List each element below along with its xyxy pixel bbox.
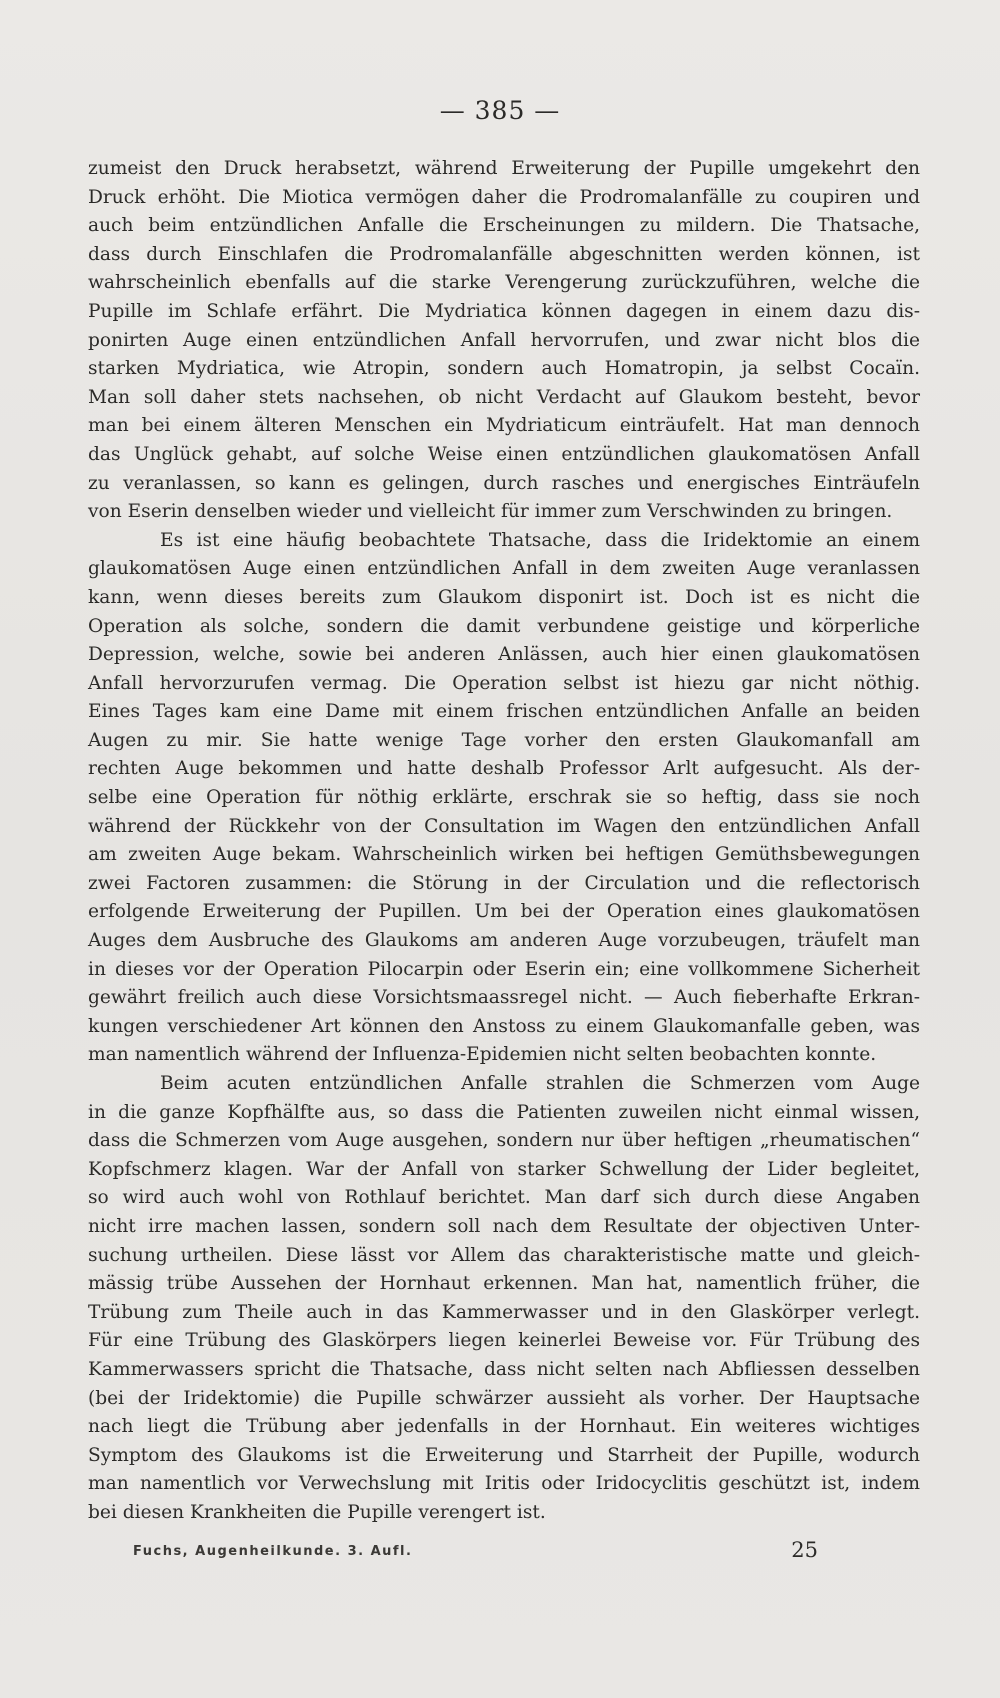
text-line: Beim acuten entzündlichen Anfalle strahlen die Schmerzen vom Auge	[160, 1073, 920, 1094]
text-line: Für eine Trübung des Glaskörpers liegen keinerlei Beweise vor. Für Trübung des	[88, 1330, 920, 1352]
text-line: rechten Auge bekommen und hatte deshalb Professor Arlt aufgesucht. Als der-	[88, 758, 920, 780]
text-line: gewährt freilich auch diese Vorsichtsmaassregel nicht. — Auch fieberhafte Erkran-	[88, 987, 920, 1009]
text-line: Kopfschmerz klagen. War der Anfall von starker Schwellung der Lider begleitet,	[88, 1158, 920, 1180]
text-line: Pupille im Schlafe erfährt. Die Mydriatica können dagegen in einem dazu dis-	[88, 300, 920, 322]
text-line: Trübung zum Theile auch in das Kammerwasser und in den Glaskörper verlegt.	[88, 1301, 920, 1323]
page-footer	[133, 1538, 818, 1562]
sheet-number: 25	[791, 1538, 818, 1562]
text-line: ponirten Auge einen entzündlichen Anfall hervorrufen, und zwar nicht blos die	[88, 329, 920, 351]
text-line: zwei Factoren zusammen: die Störung in der Circulation und die reflectorisch	[88, 872, 920, 894]
text-line: kann, wenn dieses bereits zum Glaukom disponirt ist. Doch ist es nicht die	[88, 586, 920, 608]
text-line: Auges dem Ausbruche des Glaukoms am anderen Auge vorzubeugen, träufelt man	[88, 930, 920, 952]
text-line: Operation als solche, sondern die damit verbundene geistige und körperliche	[88, 615, 920, 637]
text-line: von Eserin denselben wieder und vielleicht für immer zum Verschwinden zu bringen.	[88, 501, 893, 523]
text-line: Symptom des Glaukoms ist die Erweiterung und Starrheit der Pupille, wodurch	[88, 1444, 920, 1466]
text-line: das Unglück gehabt, auf solche Weise einen entzündlichen glaukomatösen Anfall	[88, 443, 920, 465]
text-line: man namentlich während der Influenza-Epidemien nicht selten beobachten konnte.	[88, 1044, 877, 1066]
text-line: so wird auch wohl von Rothlauf berichtet. Man darf sich durch diese Angaben	[88, 1187, 920, 1209]
text-line: in dieses vor der Operation Pilocarpin oder Eserin ein; eine vollkommene Sicherheit	[88, 958, 920, 980]
paragraph-1	[88, 155, 920, 527]
text-line: Kammerwassers spricht die Thatsache, dass nicht selten nach Abfliessen desselben	[88, 1358, 920, 1380]
text-line: bei diesen Krankheiten die Pupille verengert ist.	[88, 1501, 546, 1523]
paragraph-2	[88, 527, 920, 1070]
text-line: Eines Tages kam eine Dame mit einem frischen entzündlichen Anfalle an beiden	[88, 701, 920, 723]
text-line: während der Rückkehr von der Consultation im Wagen den entzündlichen Anfall	[88, 815, 920, 837]
body-text	[88, 155, 920, 1528]
text-line: nach liegt die Trübung aber jedenfalls in der Hornhaut. Ein weiteres wichtiges	[88, 1416, 920, 1438]
text-line: wahrscheinlich ebenfalls auf die starke Verengerung zurückzuführen, welche die	[88, 272, 920, 294]
paragraph-3	[88, 1070, 920, 1528]
text-line: selbe eine Operation für nöthig erklärte, erschrak sie so heftig, dass sie noch	[88, 787, 920, 809]
text-line: Depression, welche, sowie bei anderen Anlässen, auch hier einen glaukomatösen	[88, 644, 920, 666]
text-line: man bei einem älteren Menschen ein Mydriaticum einträufelt. Hat man dennoch	[88, 415, 920, 437]
text-line: suchung urtheilen. Diese lässt vor Allem das charakteristische matte und gleich-	[88, 1244, 920, 1266]
text-line: Augen zu mir. Sie hatte wenige Tage vorher den ersten Glaukomanfall am	[88, 729, 920, 751]
page-number-header: — 385 —	[439, 96, 561, 125]
text-line: zu veranlassen, so kann es gelingen, durch rasches und energisches Einträufeln	[88, 472, 920, 494]
text-line: nicht irre machen lassen, sondern soll nach dem Resultate der objectiven Unter-	[88, 1215, 920, 1237]
text-line: zumeist den Druck herabsetzt, während Erweiterung der Pupille umgekehrt den	[88, 158, 920, 179]
text-line: Man soll daher stets nachsehen, ob nicht Verdacht auf Glaukom besteht, bevor	[88, 386, 920, 408]
text-line: dass durch Einschlafen die Prodromalanfälle abgeschnitten werden können, ist	[88, 243, 920, 265]
text-line: auch beim entzündlichen Anfalle die Erscheinungen zu mildern. Die Thatsache,	[88, 215, 920, 237]
text-line: man namentlich vor Verwechslung mit Iritis oder Iridocyclitis geschützt ist, indem	[88, 1473, 920, 1495]
text-line: mässig trübe Aussehen der Hornhaut erkennen. Man hat, namentlich früher, die	[88, 1273, 920, 1295]
text-line: starken Mydriatica, wie Atropin, sondern auch Homatropin, ja selbst Cocaïn.	[88, 358, 920, 380]
text-line: am zweiten Auge bekam. Wahrscheinlich wirken bei heftigen Gemüthsbewegungen	[88, 844, 920, 866]
text-line: (bei der Iridektomie) die Pupille schwärzer aussieht als vorher. Der Hauptsache	[88, 1387, 920, 1409]
text-line: Anfall hervorzurufen vermag. Die Operation selbst ist hiezu gar nicht nöthig.	[88, 672, 920, 694]
text-line: in die ganze Kopfhälfte aus, so dass die Patienten zuweilen nicht einmal wissen,	[88, 1101, 920, 1123]
signature-mark: Fuchs, Augenheilkunde. 3. Aufl.	[133, 1544, 413, 1559]
text-line: kungen verschiedener Art können den Anstoss zu einem Glaukomanfalle geben, was	[88, 1015, 920, 1037]
text-line: Es ist eine häufig beobachtete Thatsache, dass die Iridektomie an einem	[160, 529, 920, 551]
text-line: Druck erhöht. Die Miotica vermögen daher die Prodromalanfälle zu coupiren und	[88, 186, 920, 208]
text-line: erfolgende Erweiterung der Pupillen. Um bei der Operation eines glaukomatösen	[88, 901, 920, 923]
text-line: glaukomatösen Auge einen entzündlichen Anfall in dem zweiten Auge veranlassen	[88, 558, 920, 580]
text-line: dass die Schmerzen vom Auge ausgehen, sondern nur über heftigen „rheumatischen“	[88, 1130, 920, 1152]
